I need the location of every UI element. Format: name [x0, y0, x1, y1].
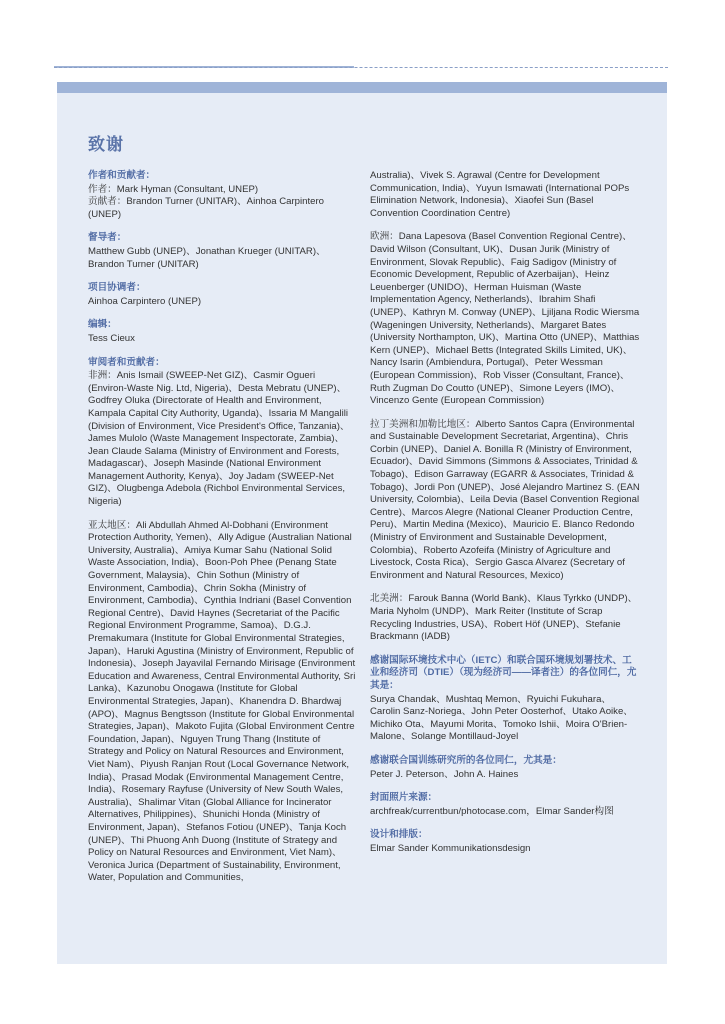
section-cover-photo — [370, 792, 640, 818]
panel-top-band — [57, 82, 667, 93]
section-text: Tess Cieux — [88, 332, 135, 344]
section-heading: 封面照片来源： — [370, 792, 438, 804]
section-text: archfreak/currentbun/photocase.com，Elmar Sander构图 — [370, 805, 614, 817]
section-heading: 项目协调者： — [88, 282, 146, 294]
section-reviewers-continued — [370, 170, 640, 644]
section-supervisors — [88, 232, 356, 271]
section-text: Surya Chandak、Mushtaq Memon、Ryuichi Fukuhara、Carolin Sanz-Noriega、John Peter Oosterhof、Utako Aoike、Michiko Ota、Mayumi Morita、Tomoko Ishii、Moira O'Brien-Malone、Solange Montillaud-Joyel — [370, 693, 633, 743]
section-heading: 作者和贡献者： — [88, 170, 156, 181]
section-text-asia-pacific-cont: Australia)、Vivek S. Agrawal (Centre for Development Communication, India)、Yuyun Ismawati (International POPs Elimination Network, Indonesia)、Xiaofei Sun (Basel Convention Coordination Centre) — [370, 170, 630, 219]
section-ietc-thanks — [370, 655, 640, 744]
section-text: Ainhoa Carpintero (UNEP) — [88, 295, 202, 307]
content-panel — [57, 82, 667, 964]
section-text-asia-pacific: 亚太地区：Ali Abdullah Ahmed Al-Dobhani (Environment Protection Authority, Yemen)、Ally Adigue (Australian National University, Australia)、Amiya Kumar Sahu (National Solid Waste Association, India)、Boon-Poh Phee (Penang State Government, Malaysia)、Chin Sothun (Ministry of Environment, Cambodia)、Chrin Sokha (Ministry of Environment, Cambodia)、Cynthia Indriani (Basel Convention Regional Centre)、David Haynes (Secretariat of the Pacific Regional Environment Programme, Samoa)、D.G.J. Premakumara (Institute for Global Environmental Strategies, Japan)、Haruki Agustina (Ministry of Environment, Republic of Indonesia)、Joseph Jayavilal Fernando Mirisage (Environment Education and Awareness, Central Environmental Authority, Sri Lanka)、Kazunobu Onogawa (Institute for Global Environmental Strategies, Japan)、Khanendra D. Bhardwaj (APO)、Magnus Bengtsson (Institute for Global Environmental Strategies, Japan)、Makoto Fujita (Global Environment Centre Foundation, Japan)、Nguyen Trung Thang (Institute of Strategy and Policy on Natural Resources and Environment, Viet Nam)、Piyush Ranjan Rout (Local Governance Network, India)、Prasad Modak (Environmental Management Centre, India)、Rosemary Rayfuse (University of New South Wales, Australia)、Shalimar Vitan (Global Alliance for Incinerator Alternatives, Philippines)、Shunichi Honda (Ministry of Environment, Japan)、Stefanos Fotiou (UNEP)、Tanja Koch (UNEP)、Thi Phuong Anh Duong (Institute of Strategy and Policy on Natural Resources and Environment, Viet Nam)、Veronica Jurica (Department of Sustainability, Environment, Water, Population and Communities, — [88, 519, 356, 884]
left-column — [88, 170, 356, 896]
section-design — [370, 829, 640, 855]
section-unitar-thanks — [370, 755, 640, 781]
section-authors — [88, 170, 356, 221]
section-heading: 督导者： — [88, 232, 127, 244]
section-text-africa: 非洲：Anis Ismail (SWEEP-Net GIZ)、Casmir Ogueri (Environ-Waste Nig. Ltd, Nigeria)、Desta Mebratu (UNEP)、Godfrey Oluka (Directorate of Health and Environment, Kampala Capital City Authority, Uganda)、Issaria M Mangalili (Division of Environment, Vice President's Office, Tanzania)、James Mulolo (Waste Management Inspectorate, Zambia)、Jean Claude Salama (Ministry of Environment and Forests, Madagascar)、Joseph Masinde (National Environment Management Authority, Kenya)、Joy Jadam (SWEEP-Net GIZ)、Olugbenga Adebola (Richbol Environmental Services, Nigeria) — [88, 370, 350, 508]
section-text-north-america: 北美洲：Farouk Banna (World Bank)、Klaus Tyrkko (UNDP)、Maria Nyholm (UNDP)、Mark Reiter (Institute of Scrap Recycling Industries, USA)、Robert Höf (UNEP)、Stefanie Brackmann (IADB) — [370, 593, 638, 643]
section-heading: 感谢国际环境技术中心（IETC）和联合国环境规划署技术、工业和经济司（DTIE）（现为经济司——译者注）的各位同仁，尤其是： — [370, 654, 637, 691]
section-heading: 编辑： — [88, 319, 117, 331]
section-text: 贡献者：Brandon Turner (UNITAR)、Ainhoa Carpintero (UNEP) — [88, 196, 325, 220]
section-text-europe: 欧洲：Dana Lapesova (Basel Convention Regional Centre)、David Wilson (Consultant, UK)、Dusan Jurik (Ministry of Environment, Slovak Republic)、Faig Sadigov (Ministry of Economic Development, Republic of Azerbaijan)、Heinz Leuenberger (UNIDO)、Herman Huisman (Waste Implementation Agency, Netherlands)、Ibrahim Shafi (UNEP)、Kathryn M. Conway (UNEP)、Ljiljana Rodic Wiersma (Wageningen University, Netherlands)、Margaret Bates (University Northampton, UK)、Martina Otto (UNEP)、Matthias Kern (UNEP)、Michael Betts (Integrated Skills Limited, UK)、Nancy Isarin (Ambiendura, Portugal)、Peter Wessman (European Commission)、Rob Visser (Consultant, France)、Ruth Zugman Do Coutto (UNEP)、Simone Leyers (IMO)、Vincenzo Gente (European Commission) — [370, 231, 640, 407]
section-text: Elmar Sander Kommunikationsdesign — [370, 842, 531, 854]
section-heading: 审阅者和贡献者： — [88, 356, 165, 368]
page-title: 致谢 — [88, 135, 124, 154]
section-text: Peter J. Peterson、John A. Haines — [370, 768, 519, 780]
section-heading: 设计和排版： — [370, 829, 428, 841]
section-text: 作者：Mark Hyman (Consultant, UNEP) — [88, 183, 259, 195]
section-reviewers — [88, 357, 356, 885]
section-heading: 感谢联合国训练研究所的各位同仁，尤其是： — [370, 754, 562, 766]
section-editor — [88, 319, 356, 345]
section-coordinator — [88, 282, 356, 308]
section-text: Matthew Gubb (UNEP)、Jonathan Krueger (UNITAR)、Brandon Turner (UNITAR) — [88, 245, 326, 270]
right-column — [370, 170, 640, 867]
header-rule-dashed — [54, 67, 668, 68]
section-text-latin-america: 拉丁美洲和加勒比地区：Alberto Santos Capra (Environmental and Sustainable Development Secretariat, Argentina)、Chris Corbin (UNEP)、Daniel A. Bonilla R (Ministry of Environment, Ecuador)、David Simmons (Simmons & Associates, Trinidad & Tobago)、Edison Garraway (EGARR & Associates, Trinidad & Tobago)、Jordi Pon (UNEP)、José Alejandro Martinez S. (EAN University, Colombia)、Leila Devia (Basel Convention Regional Centre)、Marcos Alegre (National Cleaner Production Centre, Peru)、Martin Medina (Mexico)、Mauricio E. Blanco Redondo (Ministry of Environment and Sustainable Development, Colombia)、Roberto Azofeifa (Ministry of Agriculture and Livestock, Costa Rica)、Sergio Gasca Alvarez (Secretary of Environment and Natural Resources, Mexico) — [370, 418, 640, 581]
